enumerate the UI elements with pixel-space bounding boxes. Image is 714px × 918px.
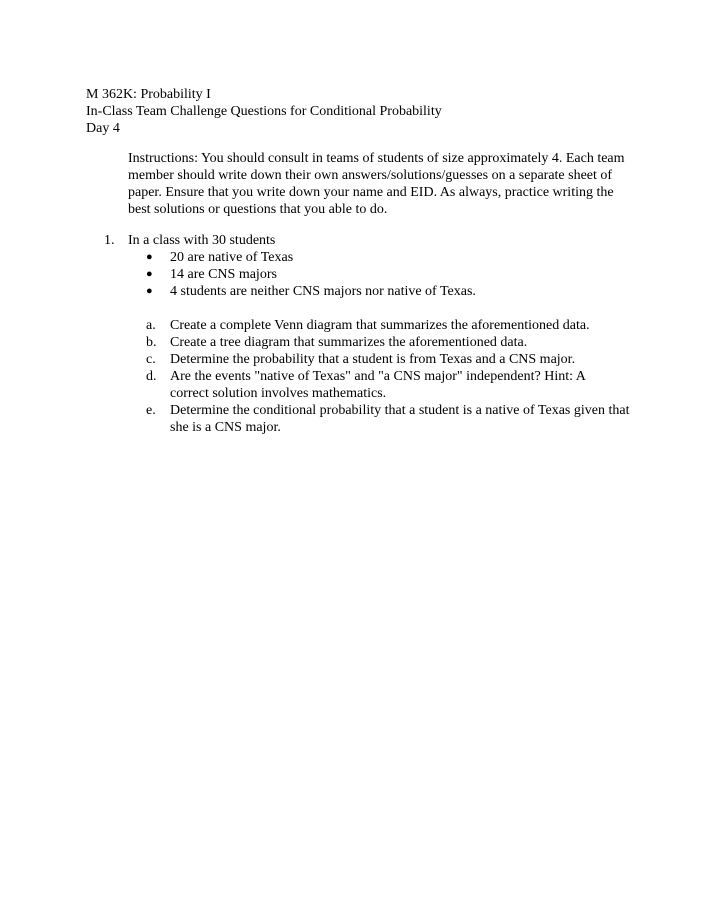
- problem-number: 1.: [104, 233, 115, 248]
- sub-question-text: Create a complete Venn diagram that summarizes the aforementioned data.: [170, 318, 590, 333]
- problem-stem: In a class with 30 students: [128, 233, 276, 248]
- sub-question-label: c.: [146, 352, 156, 367]
- list-item: [146, 249, 646, 266]
- instructions-line: best solutions or questions that you able to do.: [128, 202, 388, 217]
- instructions-line: paper. Ensure that you write down your name and EID. As always, practice writing the: [128, 185, 614, 200]
- sub-question-c: [146, 351, 646, 368]
- sub-question-label: b.: [146, 335, 157, 350]
- sub-question-a: [146, 317, 646, 334]
- sub-question-text: she is a CNS major.: [170, 420, 281, 435]
- sub-question-text: correct solution involves mathematics.: [170, 386, 387, 401]
- instructions-paragraph: [128, 150, 648, 218]
- given-facts-list: [146, 249, 646, 300]
- instructions-line: member should write down their own answers/solutions/guesses on a separate sheet of: [128, 168, 613, 183]
- sub-question-label: a.: [146, 318, 156, 333]
- document-subtitle: In-Class Team Challenge Questions for Conditional Probability: [86, 104, 442, 119]
- bullet-icon: ●: [146, 251, 153, 263]
- list-item-text: 4 students are neither CNS majors nor native of Texas.: [170, 284, 476, 299]
- sub-questions-list: [146, 317, 646, 436]
- sub-question-d: [146, 368, 646, 402]
- document-header: [86, 86, 646, 137]
- day-label: Day 4: [86, 121, 120, 136]
- sub-question-e: [146, 402, 646, 436]
- instructions-line: Instructions: You should consult in teams of students of size approximately 4. Each team: [128, 151, 625, 166]
- sub-question-label: e.: [146, 403, 156, 418]
- list-item: [146, 266, 646, 283]
- list-item-text: 20 are native of Texas: [170, 250, 294, 265]
- bullet-icon: ●: [146, 268, 153, 280]
- course-title: M 362K: Probability I: [86, 87, 211, 102]
- sub-question-label: d.: [146, 369, 157, 384]
- list-item: [146, 283, 646, 300]
- sub-question-text: Determine the conditional probability that a student is a native of Texas given that: [170, 403, 630, 418]
- bullet-icon: ●: [146, 285, 153, 297]
- sub-question-b: [146, 334, 646, 351]
- sub-question-text: Determine the probability that a student is from Texas and a CNS major.: [170, 352, 576, 367]
- list-item-text: 14 are CNS majors: [170, 267, 277, 282]
- sub-question-text: Create a tree diagram that summarizes the aforementioned data.: [170, 335, 528, 350]
- sub-question-text: Are the events "native of Texas" and "a CNS major" independent? Hint: A: [170, 369, 586, 384]
